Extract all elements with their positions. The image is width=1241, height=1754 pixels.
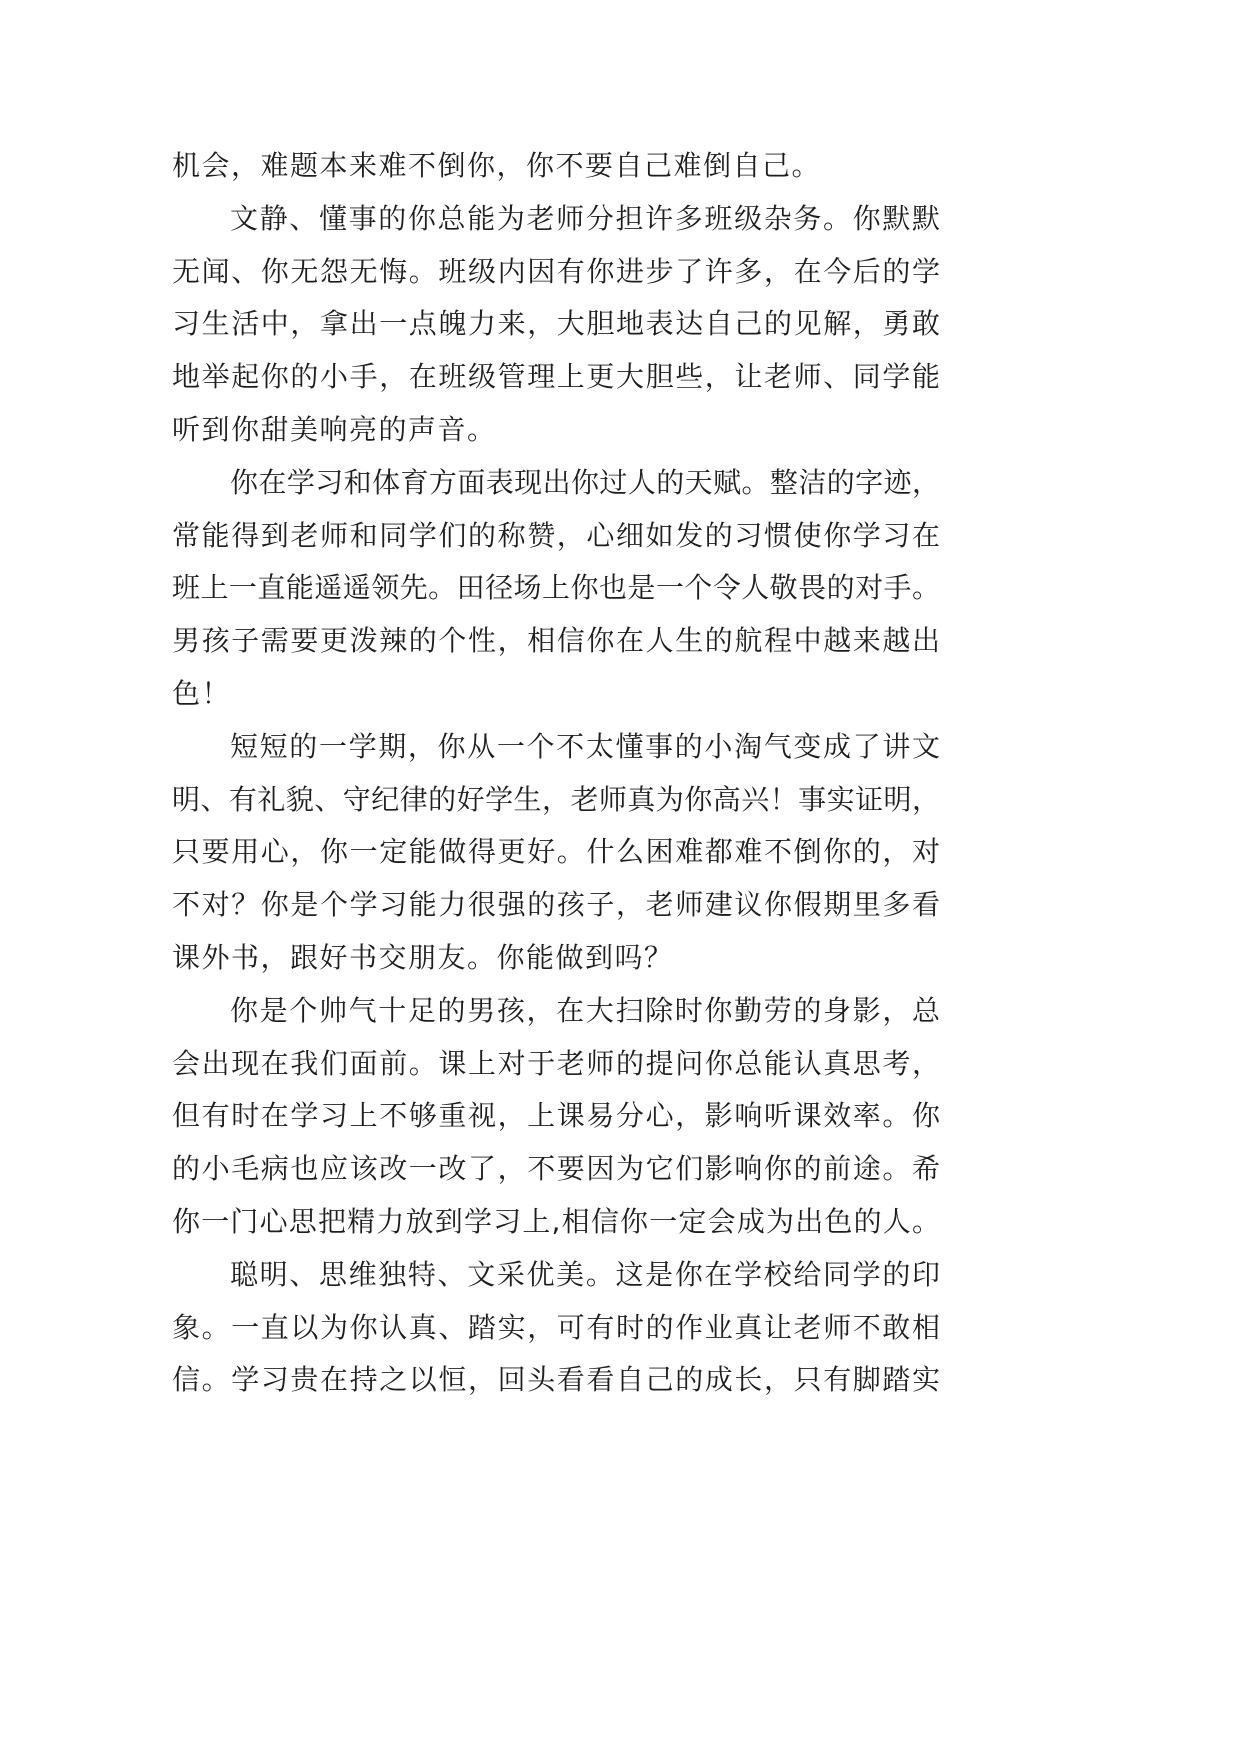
text-line: 机会，难题本来难不倒你，你不要自己难倒自己。 [172, 149, 822, 182]
text-line: 色！ [172, 676, 232, 710]
text-line: 课外书，跟好书交朋友。你能做到吗？ [172, 940, 674, 974]
text-line: 班上一直能遥遥领先。田径场上你也是一个令人敬畏的对手。 [172, 571, 940, 605]
text-line: 无闻、你无怨无悔。班级内因有你进步了许多，在今后的学 [172, 254, 940, 288]
paragraph [172, 1249, 942, 1407]
text-line: 只要用心，你一定能做得更好。什么困难都难不倒你的，对 [172, 835, 940, 869]
text-line: 但有时在学习上不够重视，上课易分心，影响听课效率。你 [172, 1099, 940, 1133]
text-line: 男孩子需要更泼辣的个性，相信你在人生的航程中越来越出 [172, 624, 940, 658]
paragraph [172, 457, 942, 721]
text-line: 短短的一学期，你从一个不太懂事的小淘气变成了讲文 [230, 729, 940, 763]
text-line: 象。一直以为你认真、踏实，可有时的作业真让老师不敢相 [172, 1310, 940, 1344]
text-line: 会出现在我们面前。课上对于老师的提问你总能认真思考， [172, 1046, 940, 1080]
paragraph [172, 193, 942, 457]
text-line: 你是个帅气十足的男孩，在大扫除时你勤劳的身影，总 [230, 993, 940, 1027]
text-line: 习生活中，拿出一点魄力来，大胆地表达自己的见解，勇敢 [172, 307, 940, 341]
text-line: 明、有礼貌、守纪律的好学生，老师真为你高兴！事实证明， [172, 782, 940, 816]
text-line: 的小毛病也应该改一改了，不要因为它们影响你的前途。希 [172, 1152, 940, 1186]
text-line: 听到你甜美响亮的声音。 [172, 412, 497, 446]
text-line: 常能得到老师和同学们的称赞，心细如发的习惯使你学习在 [172, 518, 940, 552]
text-line: 你在学习和体育方面表现出你过人的天赋。整洁的字迹， [230, 465, 940, 499]
text-line: 文静、懂事的你总能为老师分担许多班级杂务。你默默 [230, 201, 940, 235]
paragraph [172, 140, 942, 193]
document-body [172, 140, 942, 1407]
text-line: 地举起你的小手，在班级管理上更大胆些，让老师、同学能 [172, 360, 940, 394]
text-line: 聪明、思维独特、文采优美。这是你在学校给同学的印 [230, 1257, 940, 1291]
paragraph [172, 985, 942, 1249]
text-line: 信。学习贵在持之以恒，回头看看自己的成长，只有脚踏实 [172, 1363, 940, 1397]
paragraph [172, 721, 942, 985]
text-line: 你一门心思把精力放到学习上,相信你一定会成为出色的人。 [172, 1204, 940, 1238]
text-line: 不对？你是个学习能力很强的孩子，老师建议你假期里多看 [172, 888, 940, 922]
